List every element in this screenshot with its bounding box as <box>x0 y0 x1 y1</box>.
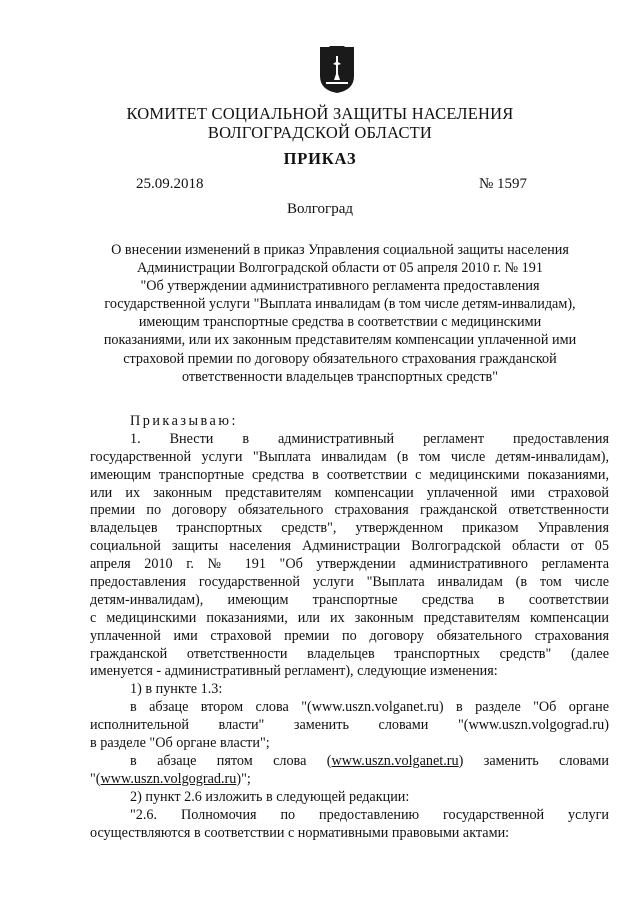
title-line: страховой премии по договору обязательного страхования гражданской <box>123 350 557 367</box>
title-line: О внесении изменений в приказ Управления социальной защиты населения <box>111 242 569 258</box>
emblem-base <box>326 82 348 84</box>
body-line: в абзаце пятом слова (www.uszn.volganet.ru) заменить словами <box>130 752 609 769</box>
document-body <box>90 413 609 842</box>
organization-name-line2: ВОЛГОГРАДСКОЙ ОБЛАСТИ <box>207 123 433 142</box>
body-line: гражданской ответственности владельцев транспортных средств" (далее <box>90 645 609 662</box>
body-line: или их законным представителям компенсации уплаченной ими страховой <box>90 484 609 501</box>
body-line: социальной защиты населения Администрации Волгоградской области от 05 <box>90 538 609 555</box>
title-line: ответственности владельцев транспортных средств" <box>181 368 499 385</box>
body-line: именуется - административный регламент), следующие изменения: <box>90 663 498 680</box>
body-line: владельцев транспортных средств", утвержденном приказом Управления <box>90 520 609 537</box>
organization-name-line1: КОМИТЕТ СОЦИАЛЬНОЙ ЗАЩИТЫ НАСЕЛЕНИЯ <box>126 104 514 123</box>
link-suffix: )"; <box>236 770 251 787</box>
title-line: показаниями, или их законным представителям компенсации уплаченной ими <box>103 332 577 349</box>
emblem-crown <box>329 46 345 47</box>
document-title <box>80 241 600 386</box>
body-line: "2.6. Полномочия по предоставлению государственной услуги <box>130 806 609 823</box>
body-line: уплаченной ими страховой премии по договору обязательного страхования <box>90 627 609 644</box>
body-line: исполнительной власти" заменить словами "(www.uszn.volgograd.ru) <box>90 717 609 734</box>
body-line: с медицинскими показаниями, или их законным представителям компенсации <box>90 609 609 626</box>
document-type: ПРИКАЗ <box>283 149 357 168</box>
link-new-url[interactable]: www.uszn.volgograd.ru <box>100 770 237 787</box>
body-line: имеющим транспортные средства в соответствии с медицинскими показаниями, <box>90 466 609 483</box>
body-line: в разделе "Об органе власти"; <box>90 735 270 752</box>
body-line: 1. Внести в административный регламент предоставления <box>130 430 609 447</box>
link-old-url[interactable]: www.uszn.volganet.ru <box>331 752 459 769</box>
title-line: имеющим транспортные средства в соответствии с медицинскими <box>138 314 542 331</box>
document-number: № 1597 <box>478 176 527 192</box>
order-word: Приказываю: <box>130 413 238 429</box>
body-line: в абзаце втором слова "(www.uszn.volganet.ru) в разделе "Об органе <box>130 699 609 716</box>
body-line: государственной услуги "Выплата инвалидам (в том числе детям-инвалидам), <box>90 448 609 465</box>
body-line: 2) пункт 2.6 изложить в следующей редакции: <box>130 788 410 805</box>
body-line: осуществляются в соответствии с нормативными правовыми актами: <box>90 824 510 841</box>
body-line: апреля 2010 г. № 191 "Об утверждении административного регламента <box>90 556 609 573</box>
body-line: детям-инвалидам), имеющим транспортные средства в соответствии <box>90 591 609 608</box>
title-line: государственной услуги "Выплата инвалидам (в том числе детям-инвалидам), <box>104 296 576 313</box>
document-date: 25.09.2018 <box>136 176 204 192</box>
body-line: 1) в пункте 1.3: <box>130 681 223 698</box>
body-line: предоставления государственной услуги "Выплата инвалидам (в том числе <box>90 574 609 591</box>
body-line: премии по договору обязательного страхования гражданской ответственности <box>90 502 609 519</box>
title-line: Администрации Волгоградской области от 05 апреля 2010 г. № 191 <box>137 260 543 277</box>
volgograd-coat-of-arms-icon <box>317 46 357 94</box>
title-line: "Об утверждении административного регламента предоставления <box>140 278 540 295</box>
body-line-link <box>90 771 609 789</box>
link-prefix: "( <box>90 770 101 787</box>
document-city: Волгоград <box>286 201 353 217</box>
